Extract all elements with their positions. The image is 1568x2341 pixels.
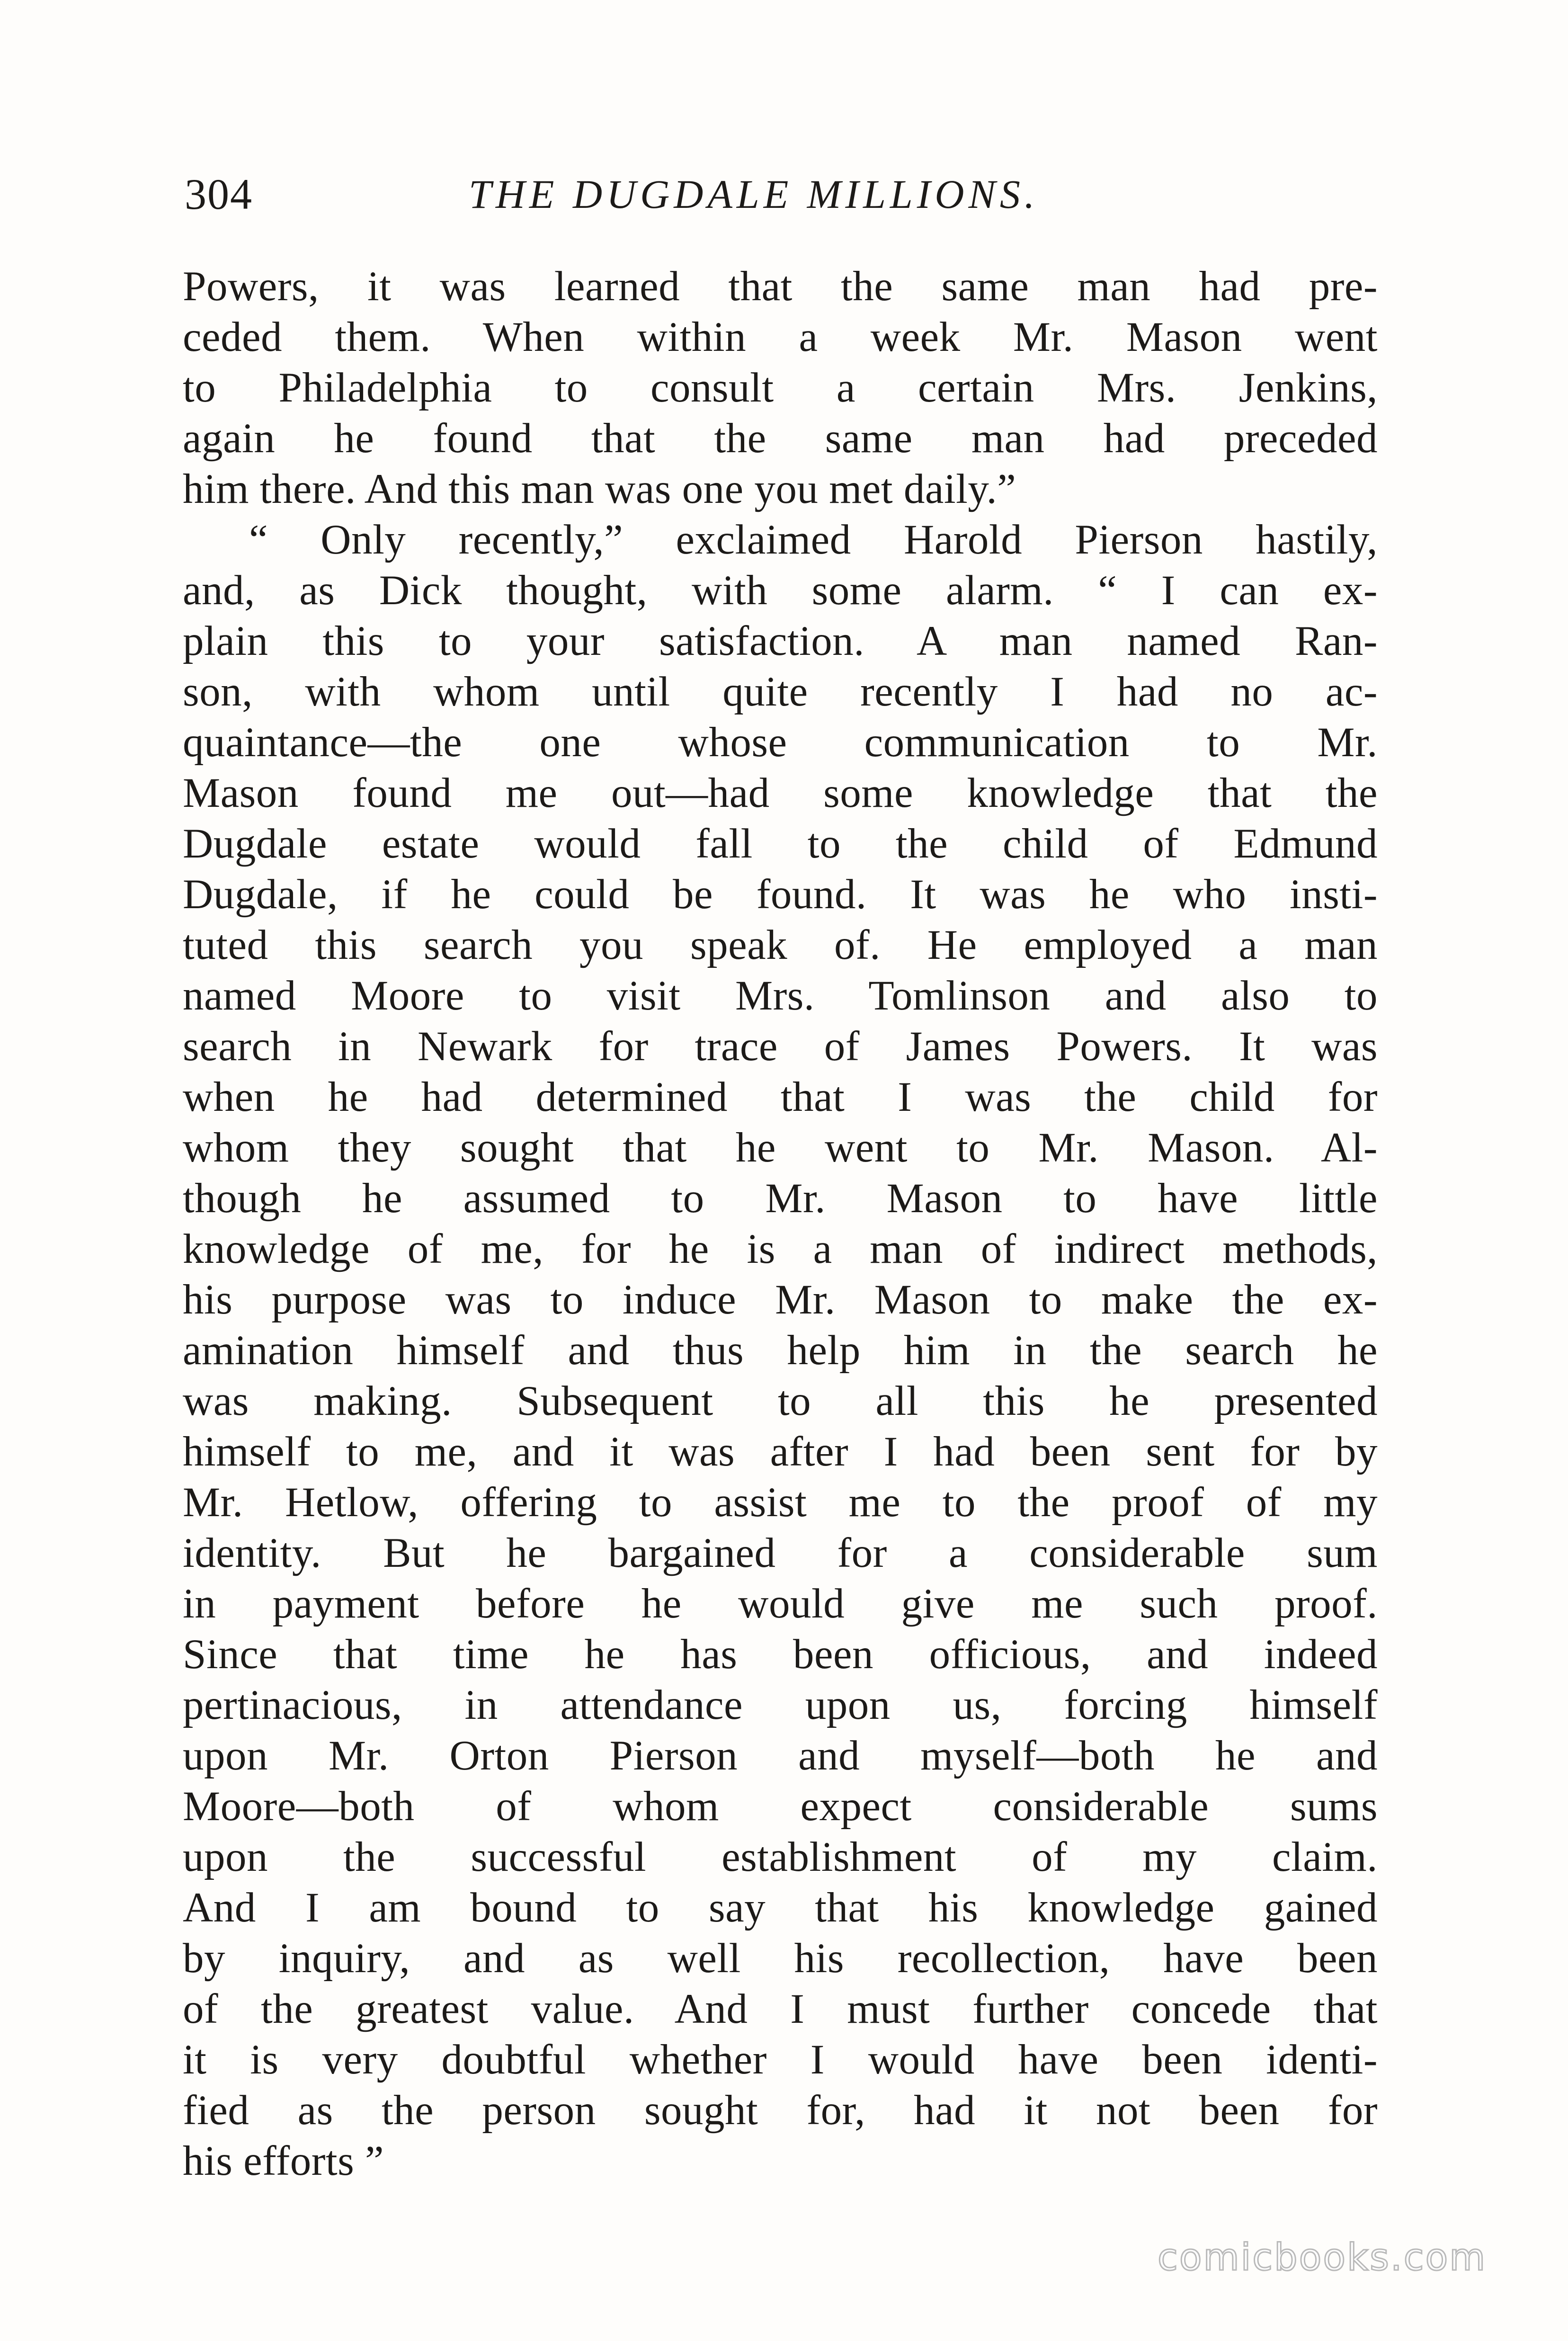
text-line: named Moore to visit Mrs. Tomlinson and also to <box>183 973 1378 1019</box>
text-line: Mr. Hetlow, offering to assist me to the proof of my <box>183 1479 1378 1526</box>
text-line: knowledge of me, for he is a man of indirect methods, <box>183 1226 1378 1272</box>
text-line: whom they sought that he went to Mr. Mason. Al- <box>183 1125 1378 1171</box>
text-line: and, as Dick thought, with some alarm. “ I can ex- <box>183 567 1378 614</box>
text-line: of the greatest value. And I must further concede that <box>183 1986 1378 2032</box>
text-line: quaintance—the one whose communication to Mr. <box>183 719 1378 766</box>
running-title: THE DUGDALE MILLIONS. <box>469 171 1039 217</box>
text-line: Since that time he has been officious, and indeed <box>183 1631 1378 1678</box>
text-line: again he found that the same man had preceded <box>183 415 1378 462</box>
text-line: it is very doubtful whether I would have been identi- <box>183 2037 1378 2083</box>
text-line: Mason found me out—had some knowledge that the <box>183 770 1378 816</box>
text-line: “ Only recently,” exclaimed Harold Pierson hastily, <box>249 517 1378 563</box>
text-line: his efforts ” <box>183 2138 384 2184</box>
text-line: pertinacious, in attendance upon us, forcing himself <box>183 1682 1378 1728</box>
text-line: Moore—both of whom expect considerable sums <box>183 1783 1378 1830</box>
text-line: ceded them. When within a week Mr. Mason went <box>183 314 1378 360</box>
text-line: son, with whom until quite recently I had no ac- <box>183 669 1378 715</box>
text-line: Dugdale, if he could be found. It was he who insti- <box>183 871 1378 918</box>
page-number: 304 <box>185 170 253 218</box>
text-line: Powers, it was learned that the same man had pre- <box>183 263 1378 310</box>
text-line: was making. Subsequent to all this he presented <box>183 1378 1378 1424</box>
text-line: tuted this search you speak of. He employed a man <box>183 922 1378 968</box>
running-head <box>185 166 1378 223</box>
text-line: identity. But he bargained for a considerable sum <box>183 1530 1378 1576</box>
text-line: And I am bound to say that his knowledge gained <box>183 1885 1378 1931</box>
text-line: search in Newark for trace of James Powers. It was <box>183 1023 1378 1070</box>
text-line: amination himself and thus help him in the search he <box>183 1327 1378 1374</box>
text-line: in payment before he would give me such proof. <box>183 1581 1378 1627</box>
text-line: upon Mr. Orton Pierson and myself—both he and <box>183 1733 1378 1779</box>
text-line: himself to me, and it was after I had been sent for by <box>183 1429 1378 1475</box>
text-line: Dugdale estate would fall to the child of Edmund <box>183 821 1378 867</box>
watermark: comicbooks.com <box>1158 2236 1487 2279</box>
text-line: upon the successful establishment of my claim. <box>183 1834 1378 1880</box>
text-line: his purpose was to induce Mr. Mason to make the ex- <box>183 1277 1378 1323</box>
text-line: to Philadelphia to consult a certain Mrs. Jenkins, <box>183 365 1378 411</box>
text-line: fied as the person sought for, had it not been for <box>183 2087 1378 2134</box>
text-line: though he assumed to Mr. Mason to have little <box>183 1175 1378 1222</box>
text-line: him there. And this man was one you met daily.” <box>183 466 1016 512</box>
text-line: plain this to your satisfaction. A man named Ran- <box>183 618 1378 664</box>
body-text <box>183 261 1378 2187</box>
text-line: by inquiry, and as well his recollection, have been <box>183 1935 1378 1982</box>
text-line: when he had determined that I was the child for <box>183 1074 1378 1120</box>
